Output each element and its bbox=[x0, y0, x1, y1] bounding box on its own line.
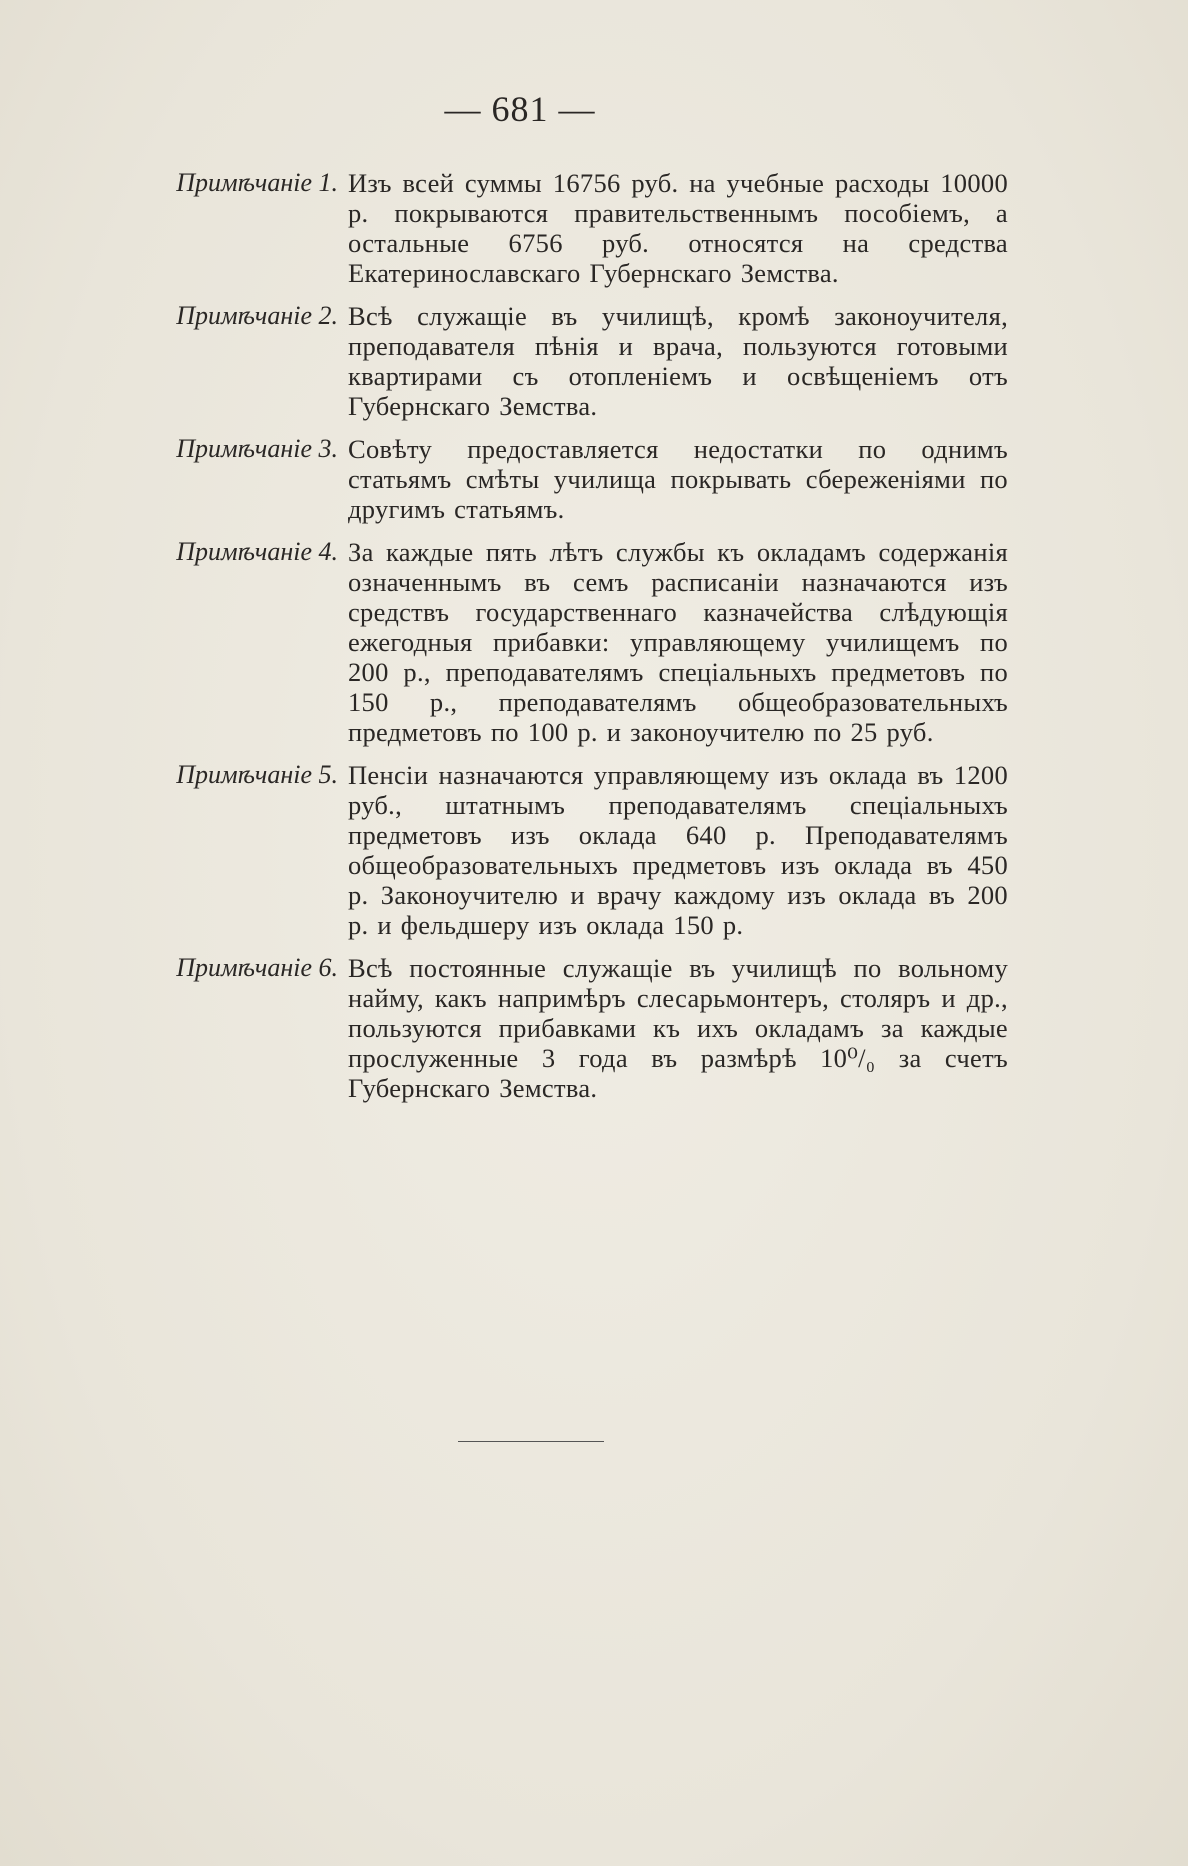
note-text: Пенсіи назначаются управляющему изъ оклада въ 1200 руб., штатнымъ преподавателямъ спеціальныхъ предметовъ изъ оклада 640 р. Преподавателямъ общеобразовательныхъ предметовъ изъ оклада въ 450 р. Законоучителю и врачу каждому изъ оклада въ 200 р. и фельдшеру изъ оклада 150 р. bbox=[348, 760, 1008, 940]
note-label: Примѣчаніе 2. bbox=[176, 301, 338, 330]
note-1 bbox=[132, 168, 1008, 288]
note-text: Совѣту предоставляется недостатки по однимъ статьямъ смѣты училища покрывать сбереженіями по другимъ статьямъ. bbox=[348, 434, 1008, 524]
note-label: Примѣчаніе 5. bbox=[176, 760, 338, 789]
note-text: Изъ всей суммы 16756 руб. на учебные расходы 10000 р. покрываются правительственнымъ пособіемъ, а остальные 6756 руб. относятся на средства Екатеринославскаго Губернскаго Земства. bbox=[348, 168, 1008, 288]
note-text: За каждые пять лѣтъ службы къ окладамъ содержанія означеннымъ въ семъ расписаніи назначаются изъ средствъ государственнаго казначейства слѣдующія ежегодныя прибавки: управляющему училищемъ по 200 р., преподавателямъ спеціальныхъ предметовъ по 150 р., преподавателямъ общеобразовательныхъ предметовъ по 100 р. и законоучителю по 25 руб. bbox=[348, 537, 1008, 747]
closing-rule bbox=[458, 1441, 604, 1442]
note-6 bbox=[132, 953, 1008, 1103]
note-label: Примѣчаніе 3. bbox=[176, 434, 338, 463]
note-3 bbox=[132, 434, 1008, 524]
note-2 bbox=[132, 301, 1008, 421]
note-label: Примѣчаніе 4. bbox=[176, 537, 338, 566]
note-label: Примѣчаніе 1. bbox=[176, 168, 338, 197]
note-label: Примѣчаніе 6. bbox=[176, 953, 338, 982]
page-number: — 681 — bbox=[444, 89, 596, 129]
note-4 bbox=[132, 537, 1008, 747]
note-text: Всѣ постоянные служащіе въ училищѣ по вольному найму, какъ напримѣръ слесарьмонтеръ, столяръ и др., пользуются прибавками къ ихъ окладамъ за каждые прослуженные 3 года въ размѣрѣ 10⁰/₀ за счетъ Губернскаго Земства. bbox=[348, 953, 1008, 1103]
note-text: Всѣ служащіе въ училищѣ, кромѣ законоучителя, преподавателя пѣнія и врача, пользуются готовыми квартирами съ отопленіемъ и освѣщеніемъ отъ Губернскаго Земства. bbox=[348, 301, 1008, 421]
notes-list bbox=[132, 168, 1008, 1116]
note-5 bbox=[132, 760, 1008, 940]
